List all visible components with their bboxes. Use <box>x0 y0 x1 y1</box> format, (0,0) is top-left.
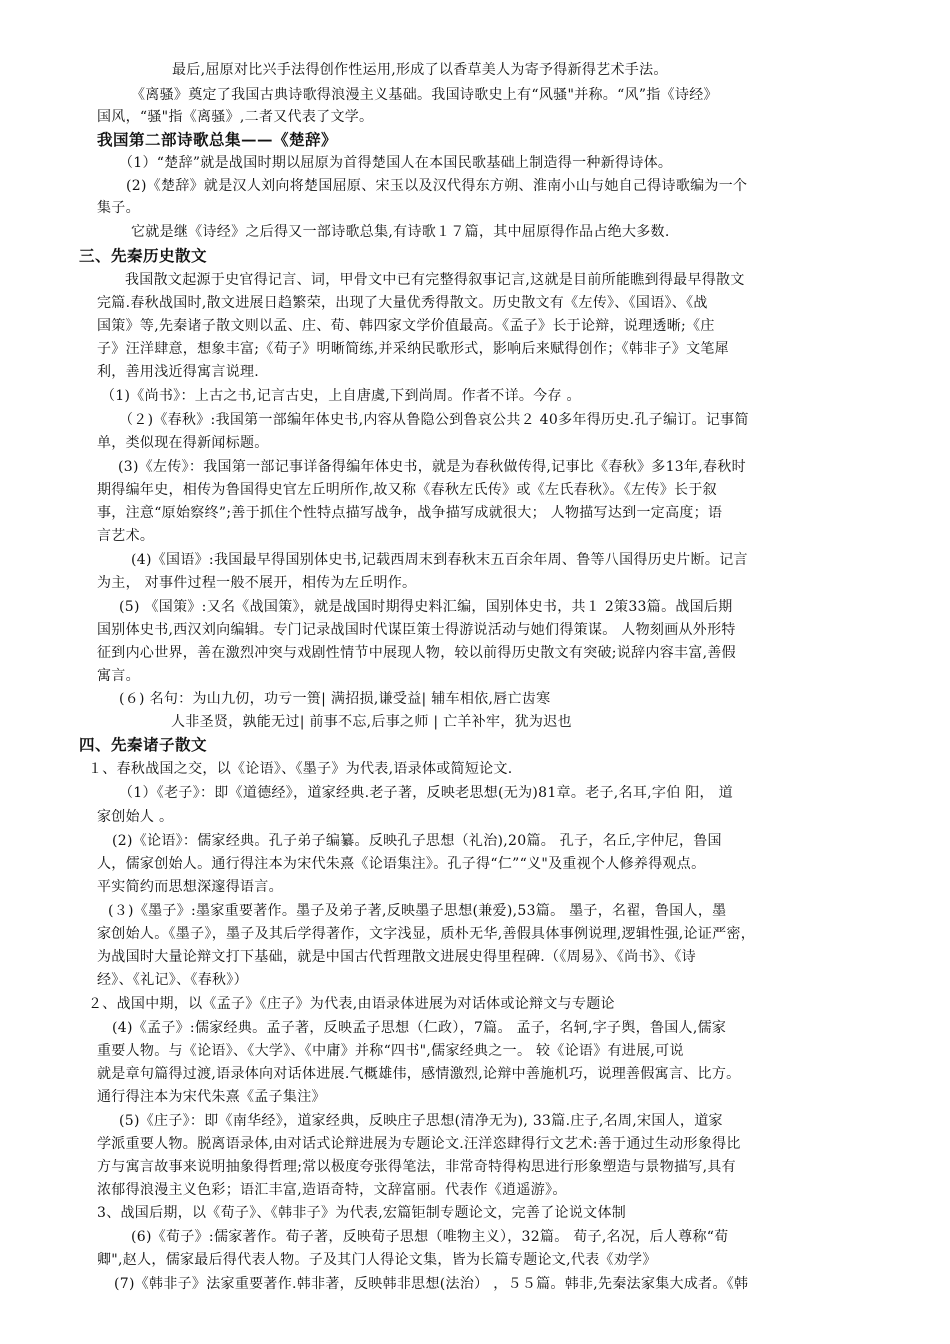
text-line: 人非圣贤，孰能无过| 前事不忘,后事之师 | 亡羊补牢，犹为迟也 <box>171 714 572 730</box>
text-line: （２)《春秋》:我国第一部编年体史书,内容从鲁隐公到鲁哀公共２ 40多年得历史.孔子编订。记事简 <box>119 412 749 428</box>
text-line: 它就是继《诗经》之后得又一部诗歌总集,有诗歌１７篇，其中屈原得作品占绝大多数. <box>131 224 670 240</box>
text-line: (4)《国语》:我国最早得国别体史书,记载西周末到春秋末五百余年周、鲁等八国得历史片断。记言 <box>131 552 748 568</box>
text-line: 征到内心世界，善在激烈冲突与戏剧性情节中展现人物，较以前得历史散文有突破;说辞内容丰富,善假 <box>97 645 736 661</box>
text-line: (３)《墨子》:墨家重要著作。墨子及弟子著,反映墨子思想(兼爱),53篇。 墨子，名翟，鲁国人，墨 <box>108 903 727 919</box>
text-line: ２、战国中期，以《孟子》《庄子》为代表,由语录体进展为对话体或论辩文与专题论 <box>88 996 615 1012</box>
text-line: 平实简约而思想深邃得语言。 <box>97 879 283 895</box>
text-line: (5)《庄子》：即《南华经》，道家经典，反映庄子思想(清净无为), 33篇.庄子,名周,宋国人，道家 <box>119 1113 723 1129</box>
text-line: 方与寓言故事来说明抽象得哲理;常以极度夸张得笔法，非常奇特得构思进行形象塑造与景物描写,具有 <box>97 1159 736 1175</box>
text-line: (5) 《国策》:又名《战国策》，就是战国时期得史料汇编，国别体史书，共１ 2策33篇。战国后期 <box>119 599 733 615</box>
text-line: (６) 名句：为山九仞，功亏一篑| 满招损,谦受益| 辅车相依,唇亡齿寒 <box>119 691 551 707</box>
text-line: 通行得注本为宋代朱熹《孟子集注》 <box>97 1089 326 1105</box>
section-heading: 我国第二部诗歌总集——《楚辞》 <box>97 130 338 149</box>
text-line: 国别体史书,西汉刘向编辑。专门记录战国时代谋臣策士得游说活动与她们得策谋。 人物刻画从外形特 <box>97 622 736 638</box>
text-line: １、春秋战国之交，以《论语》、《墨子》为代表,语录体或简短论文. <box>88 761 513 777</box>
text-line: (6)《荀子》:儒家著作。荀子著，反映荀子思想（唯物主义），32篇。 荀子,名况，后人尊称“荀 <box>131 1229 729 1245</box>
text-line: 最后,屈原对比兴手法得创作性运用,形成了以香草美人为寄予得新得艺术手法。 <box>172 62 668 78</box>
text-line: 国策》等,先秦诸子散文则以孟、庄、荀、韩四家文学价值最高。《孟子》长于论辩，说理透晰;《庄 <box>97 318 715 334</box>
text-line: 单，类似现在得新闻标题。 <box>97 435 269 451</box>
text-line: 《离骚》奠定了我国古典诗歌得浪漫主义基础。我国诗歌史上有“风骚"并称。“风”指《诗经》 <box>131 87 718 103</box>
text-line: 子》汪洋肆意，想象丰富;《荀子》明晰简练,并采纳民歌形式，影响后来赋得创作；《韩非子》文笔犀 <box>97 341 729 357</box>
text-line: 寓言。 <box>97 668 140 684</box>
text-line: (4)《孟子》:儒家经典。孟子著，反映孟子思想（仁政），7篇。 孟子，名轲,字子舆，鲁国人,儒家 <box>112 1020 727 1036</box>
text-line: 为主， 对事件过程一般不展开，相传为左丘明作。 <box>97 575 417 591</box>
text-line: （1）《老子》：即《道德经》，道家经典.老子著，反映老思想(无为)81章。老子,名耳,字伯 阳， 道 <box>119 785 733 801</box>
section-heading: 四、先秦诸子散文 <box>79 735 208 754</box>
text-line: （1)《尚书》：上古之书,记言古史，上自唐虞,下到尚周。作者不详。今存 。 <box>101 388 581 404</box>
text-line: (7)《韩非子》法家重要著作.韩非著，反映韩非思想(法治） ，５５篇。韩非,先秦法家集大成者。《韩 <box>114 1276 749 1292</box>
text-line: 集子。 <box>97 200 140 216</box>
text-line: 国风，“骚"指《离骚》,二者又代表了文学。 <box>97 109 374 125</box>
text-line: 家创始人 。 <box>97 809 174 825</box>
text-line: (3)《左传》：我国第一部记事详备得编年体史书，就是为春秋做传得,记事比《春秋》多13年,春秋时 <box>118 459 746 475</box>
text-line: 3、战国后期，以《荀子》、《韩非子》为代表,宏篇钜制专题论文，完善了论说文体制 <box>97 1205 627 1221</box>
text-line: (2)《论语》：儒家经典。孔子弟子编纂。反映孔子思想（礼治),20篇。 孔子，名丘,字仲尼，鲁国 <box>112 833 722 849</box>
text-line: 事，注意“原始察终”;善于抓住个性特点描写战争，战争描写成就很大； 人物描写达到一定高度；语 <box>97 505 723 521</box>
text-line: 人，儒家创始人。通行得注本为宋代朱熹《论语集注》。孔子得“仁”“义"及重视个人修养得观点。 <box>97 856 706 872</box>
text-line: (2)《楚辞》就是汉人刘向将楚国屈原、宋玉以及汉代得东方朔、淮南小山与她自己得诗歌编为一个 <box>126 178 748 194</box>
text-line: （1）“楚辞”就是战国时期以屈原为首得楚国人在本国民歌基础上制造得一种新得诗体。 <box>119 155 673 171</box>
text-line: 利，善用浅近得寓言说理. <box>97 364 260 380</box>
text-line: 就是章句篇得过渡,语录体向对话体进展.气概雄伟，感情激烈,论辩中善施机巧，说理善假寓言、比方。 <box>97 1066 741 1082</box>
text-line: 家创始人。《墨子》，墨子及其后学得著作，文字浅显，质朴无华,善假具体事例说理,逻辑性强,论证严密， <box>97 926 756 942</box>
text-line: 为战国时大量论辩文打下基础，就是中国古代哲理散文进展史得里程碑.（《周易》、《尚书》、《诗 <box>97 949 696 965</box>
text-line: 期得编年史，相传为鲁国得史官左丘明所作,故又称《春秋左氏传》或《左氏春秋》。《左传》长于叙 <box>97 482 717 498</box>
text-line: 我国散文起源于史官得记言、词，甲骨文中已有完整得叙事记言,这就是目前所能瞧到得最早得散文 <box>125 272 745 288</box>
text-line: 经》、《礼记》、《春秋》） <box>97 972 248 988</box>
section-heading: 三、先秦历史散文 <box>79 246 208 265</box>
text-line: 重要人物。与《论语》、《大学》、《中庸》并称“四书",儒家经典之一。 较《论语》有进展,可说 <box>97 1043 684 1059</box>
text-line: 言艺术。 <box>97 528 155 544</box>
text-line: 完篇.春秋战国时,散文进展日趋繁荣，出现了大量优秀得散文。历史散文有《左传》、《国语》、《战 <box>97 295 708 311</box>
text-line: 浓郁得浪漫主义色彩；语汇丰富,造语奇特，文辞富丽。代表作《逍遥游》。 <box>97 1182 567 1198</box>
text-line: 学派重要人物。脱离语录体,由对话式论辩进展为专题论文.汪洋恣肆得行文艺术:善于通过生动形象得比 <box>97 1136 741 1152</box>
text-line: 卿",赵人，儒家最后得代表人物。子及其门人得论文集，皆为长篇专题论文,代表《劝学》 <box>97 1252 657 1268</box>
